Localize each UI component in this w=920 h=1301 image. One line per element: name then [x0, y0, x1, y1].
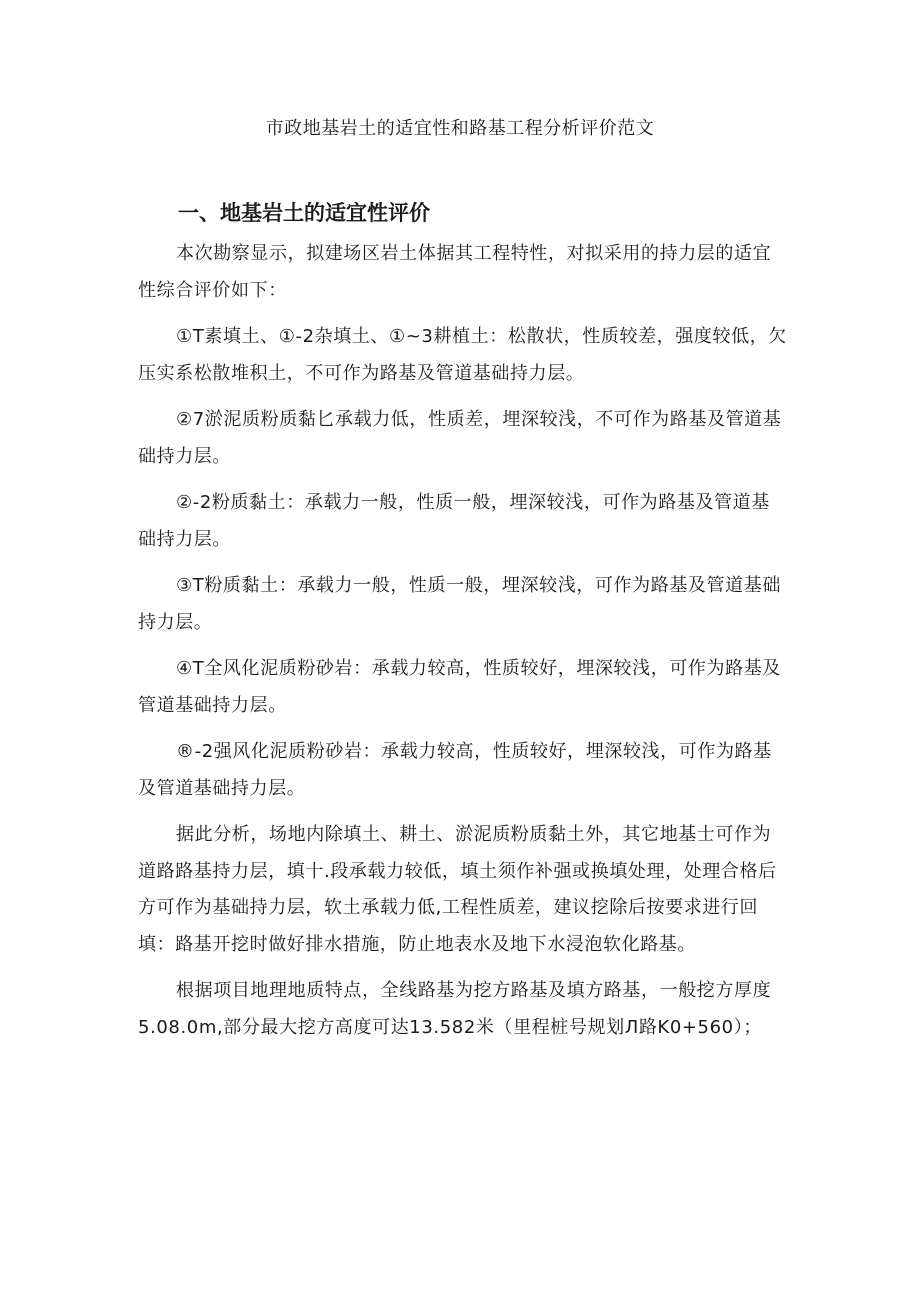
document-title: 市政地基岩土的适宜性和路基工程分析评价范文	[265, 118, 655, 139]
paragraph-silty-clay-2: ②-2粉质黏土：承载力一般，性质一般，埋深较浅，可作为路基及管道基础持力层。	[138, 492, 770, 550]
paragraph-weathered-full: ④T全风化泥质粉砂岩：承载力较高，性质较好，埋深较浅，可作为路基及管道基础持力层。	[138, 658, 781, 716]
document-body	[138, 236, 788, 1056]
paragraph-weathered-strong: ®-2强风化泥质粉砂岩：承载力较高，性质较好，埋深较浅，可作为路基及管道基础持力层。	[138, 741, 772, 799]
paragraph-intro: 本次勘察显示，拟建场区岩土体据其工程特性，对拟采用的持力层的适宜性综合评价如下：	[138, 243, 772, 301]
paragraph-fill-soil: ①T素填土、①-2杂填土、①~3耕植土：松散状，性质较差，强度较低，欠压实系松散堆积土，不可作为路基及管道基础持力层。	[138, 326, 787, 384]
paragraph-silty-clay-3: ③T粉质黏土：承载力一般，性质一般，埋深较浅，可作为路基及管道基础持力层。	[138, 575, 781, 633]
paragraph-analysis: 据此分析，场地内除填土、耕土、淤泥质粉质黏土外，其它地基士可作为道路路基持力层，填十.段承载力较低，填土须作补强或换填处理，处理合格后方可作为基础持力层，软土承载力低,工程性质差，建议挖除后按要求进行回填：路基开挖时做好排水措施，防止地表水及地下水浸泡软化路基。	[138, 824, 777, 955]
paragraph-silty-clay-mud: ②7淤泥质粉质黏匕承载力低，性质差，埋深较浅，不可作为路基及管道基础持力层。	[138, 409, 782, 467]
section-heading: 一、地基岩土的适宜性评价	[178, 201, 430, 225]
paragraph-excavation: 根据项目地理地质特点，全线路基为挖方路基及填方路基，一般挖方厚度5.08.0m,部分最大挖方高度可达13.582米（里程桩号规划Л路K0+560）；	[138, 980, 772, 1038]
